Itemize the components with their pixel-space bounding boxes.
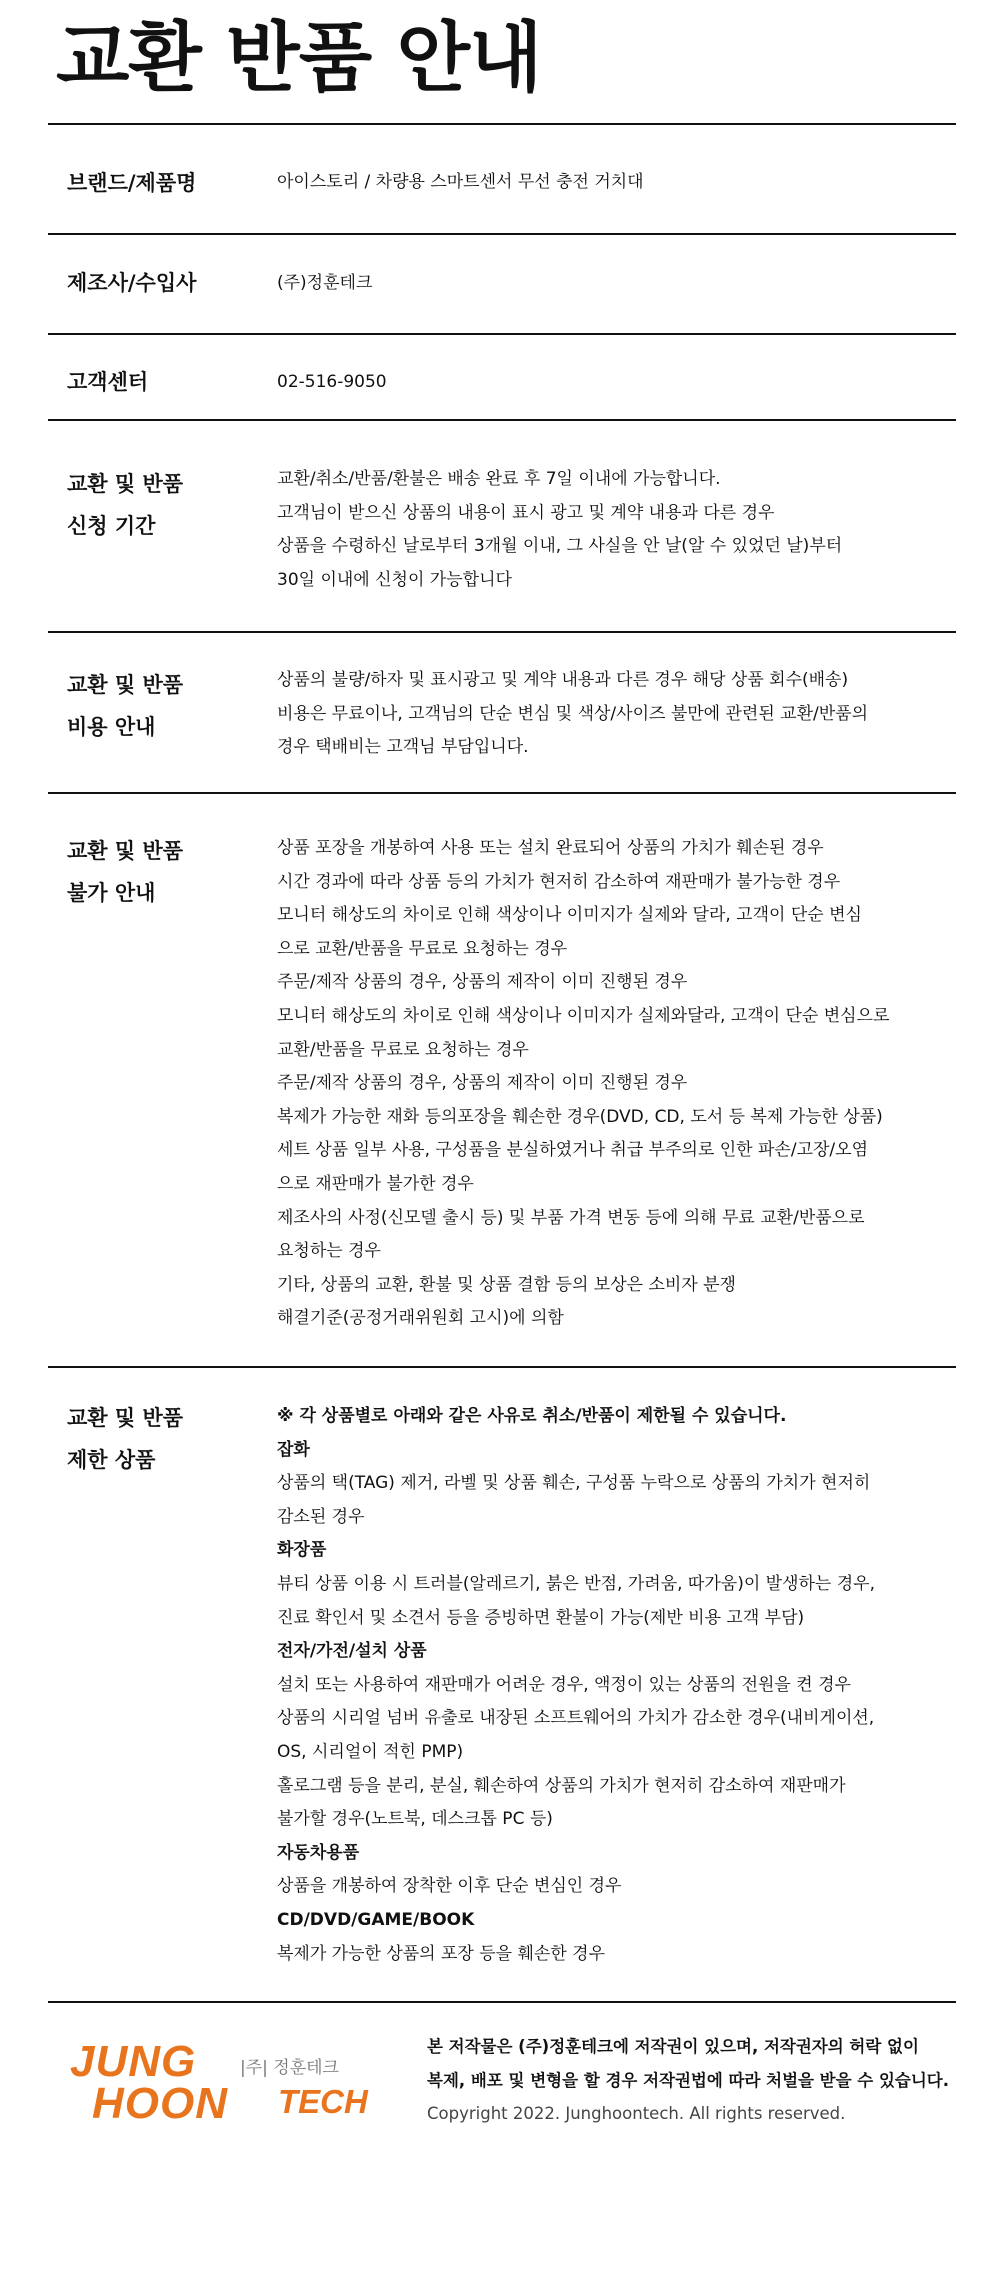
restricted-line: 복제가 가능한 상품의 포장 등을 훼손한 경우 [277,1943,606,1964]
period-line: 상품을 수령하신 날로부터 3개월 이내, 그 사실을 안 날(알 수 있었던 날)부터 [277,536,843,557]
restricted-category: CD/DVD/GAME/BOOK [277,1909,475,1930]
page-title: 교환 반품 안내 [56,13,542,102]
period-line: 교환/취소/반품/환불은 배송 완료 후 7일 이내에 가능합니다. [277,469,721,489]
notallowed-text [277,832,947,1336]
notallowed-line: 모니터 해상도의 차이로 인해 색상이나 이미지가 실제와 달라, 고객이 단순 변심 [277,905,862,926]
divider [48,792,956,794]
restricted-line: OS, 시리얼이 적힌 PMP) [277,1741,464,1762]
copyright-line: Copyright 2022. Junghoontech. All rights reserved. [427,2104,846,2124]
notallowed-line: 주문/제작 상품의 경우, 상품의 제작이 이미 진행된 경우 [277,972,688,993]
period-label-line: 교환 및 반품 [67,472,184,496]
restricted-label [67,1397,267,1481]
cost-line: 경우 택배비는 고객님 부담입니다. [277,737,529,758]
notallowed-label-line: 불가 안내 [67,881,156,905]
period-line: 30일 이내에 신청이 가능합니다 [277,569,512,590]
restricted-line: 상품의 시리얼 넘버 유출로 내장된 소프트웨어의 가치가 감소한 경우(내비게이션, [277,1708,875,1729]
cost-text [277,664,947,765]
brand-label: 브랜드/제품명 [67,171,197,195]
notallowed-line: 으로 교환/반품을 무료로 요청하는 경우 [277,938,568,959]
cost-line: 비용은 무료이나, 고객님의 단순 변심 및 색상/사이즈 불만에 관련된 교환/반품의 [277,703,868,724]
restricted-text [277,1400,947,1971]
logo-tech: TECH [278,2083,368,2120]
divider [48,233,956,235]
notallowed-label-line: 교환 및 반품 [67,839,184,863]
cs-phone: 02-516-9050 [277,372,387,392]
notallowed-line: 복제가 가능한 재화 등의포장을 훼손한 경우(DVD, CD, 도서 등 복제 가능한 상품) [277,1106,883,1127]
maker-label: 제조사/수입사 [67,271,197,295]
copyright-line: 본 저작물은 (주)정훈테크에 저작권이 있으며, 저작권자의 허락 없이 [427,2037,919,2056]
cost-label-line: 비용 안내 [67,715,156,739]
brand-value [277,166,947,200]
divider [48,1366,956,1368]
notallowed-line: 교환/반품을 무료로 요청하는 경우 [277,1039,529,1060]
notallowed-line: 시간 경과에 따라 상품 등의 가치가 현저히 감소하여 재판매가 불가능한 경우 [277,871,841,892]
restricted-line: 불가할 경우(노트북, 데스크톱 PC 등) [277,1809,553,1830]
cost-label [67,664,267,748]
cs-label: 고객센터 [67,370,149,394]
restricted-category: 잡화 [277,1439,310,1460]
maker-text: (주)정훈테크 [277,273,373,293]
restricted-notice: ※ 각 상품별로 아래와 같은 사유로 취소/반품이 제한될 수 있습니다. [277,1406,787,1426]
notallowed-line: 으로 재판매가 불가한 경우 [277,1173,474,1194]
divider [48,123,956,125]
copyright-line: 복제, 배포 및 변형을 할 경우 저작권법에 따라 처벌을 받을 수 있습니다. [427,2070,950,2090]
notallowed-line: 상품 포장을 개봉하여 사용 또는 설치 완료되어 상품의 가치가 훼손된 경우 [277,838,824,858]
restricted-label-line: 교환 및 반품 [67,1406,184,1430]
logo-jung: JUNG [70,2037,197,2086]
divider [48,631,956,633]
notallowed-line: 모니터 해상도의 차이로 인해 색상이나 이미지가 실제와달라, 고객이 단순 변심으로 [277,1005,890,1026]
divider [48,2001,956,2003]
period-line: 고객님이 받으신 상품의 내용이 표시 광고 및 계약 내용과 다른 경우 [277,502,775,523]
brand-text: 아이스토리 / 차량용 스마트센서 무선 충전 거치대 [277,172,644,192]
restricted-line: 감소된 경우 [277,1506,365,1527]
restricted-category: 전자/가전/설치 상품 [277,1641,427,1662]
restricted-category: 자동차용품 [277,1842,360,1863]
cost-label-line: 교환 및 반품 [67,673,184,697]
notallowed-line: 제조사의 사정(신모델 출시 등) 및 부품 가격 변동 등에 의해 무료 교환/반품으로 [277,1207,865,1228]
logo-korean: |주| 정훈테크 [240,2058,339,2078]
divider [48,419,956,421]
restricted-line: 뷰티 상품 이용 시 트러블(알레르기, 붉은 반점, 가려움, 따가움)이 발생하는 경우, [277,1573,875,1594]
restricted-line: 홀로그램 등을 분리, 분실, 훼손하여 상품의 가치가 현저히 감소하여 재판매가 [277,1775,846,1796]
restricted-line: 진료 확인서 및 소견서 등을 증빙하면 환불이 가능(제반 비용 고객 부담) [277,1607,805,1628]
period-label-line: 신청 기간 [67,514,156,538]
copyright-notice [427,2030,967,2131]
junghoon-logo [70,2037,370,2140]
restricted-category: 화장품 [277,1540,327,1561]
logo-hoon: HOON [92,2079,228,2128]
restricted-line: 상품을 개봉하여 장착한 이후 단순 변심인 경우 [277,1876,622,1897]
restricted-line: 설치 또는 사용하여 재판매가 어려운 경우, 액정이 있는 상품의 전원을 켠 경우 [277,1674,851,1695]
period-text [277,463,947,597]
period-label [67,463,267,547]
notallowed-line: 요청하는 경우 [277,1241,381,1262]
restricted-label-line: 제한 상품 [67,1448,156,1472]
notallowed-label [67,830,267,914]
cost-line: 상품의 불량/하자 및 표시광고 및 계약 내용과 다른 경우 해당 상품 회수(배송) [277,670,849,690]
maker-value [277,267,947,301]
restricted-line: 상품의 택(TAG) 제거, 라벨 및 상품 훼손, 구성품 누락으로 상품의 가치가 현저히 [277,1473,871,1494]
divider [48,333,956,335]
notallowed-line: 기타, 상품의 교환, 환불 및 상품 결함 등의 보상은 소비자 분쟁 [277,1274,736,1295]
notallowed-line: 세트 상품 일부 사용, 구성품을 분실하였거나 취급 부주의로 인한 파손/고장/오염 [277,1140,868,1161]
notallowed-line: 주문/제작 상품의 경우, 상품의 제작이 이미 진행된 경우 [277,1073,688,1094]
cs-value [277,366,947,400]
notallowed-line: 해결기준(공정거래위원회 고시)에 의함 [277,1308,564,1329]
